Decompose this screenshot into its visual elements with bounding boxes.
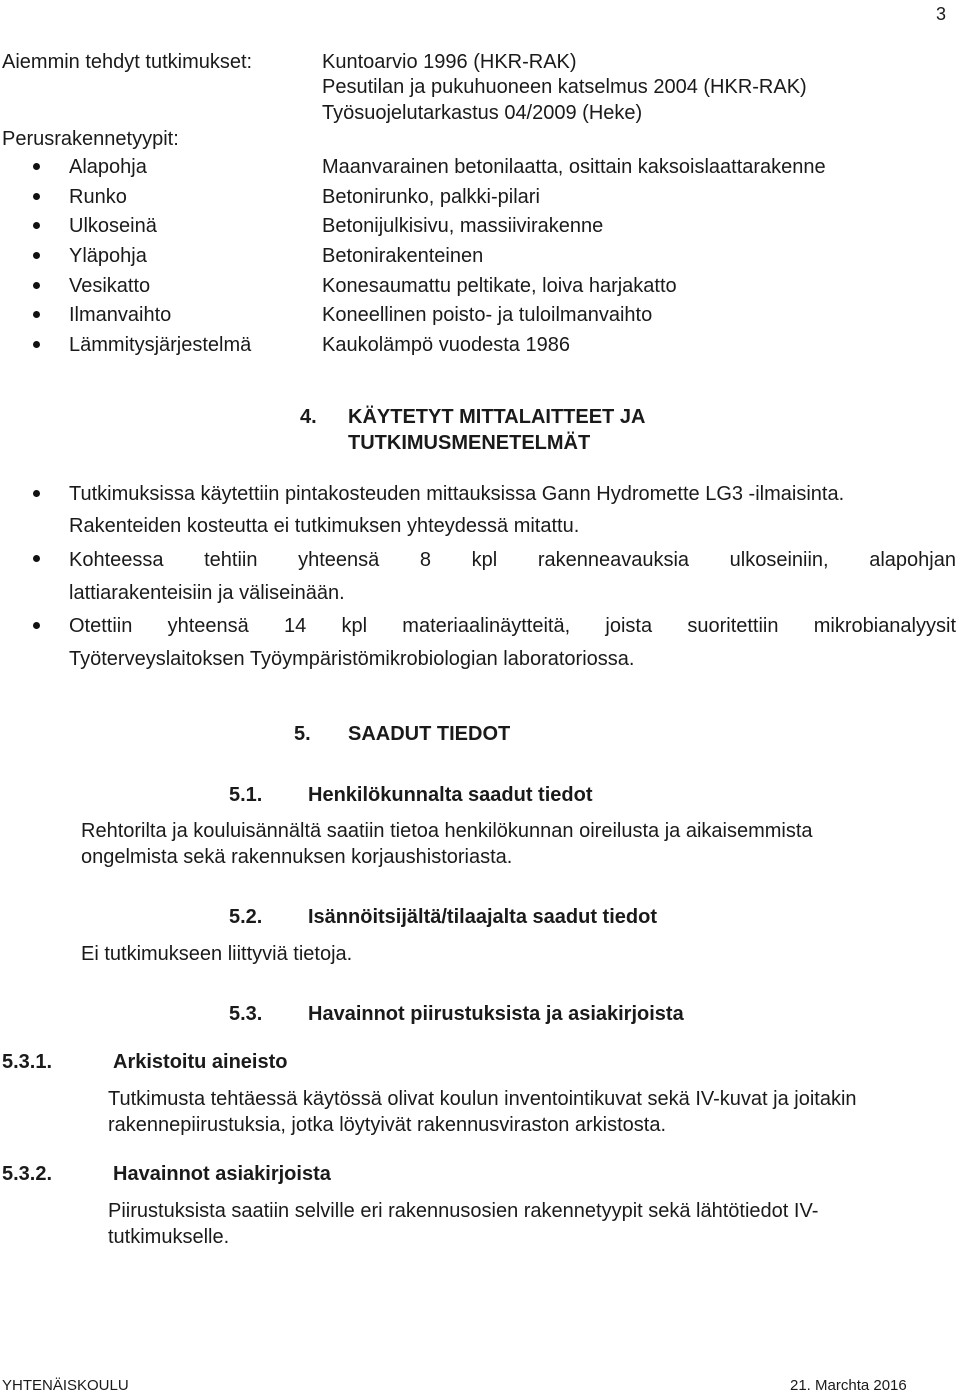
structure-key: Alapohja bbox=[69, 156, 147, 178]
footer-left: YHTENÄISKOULU bbox=[2, 1377, 129, 1394]
word: materiaalinäytteitä, bbox=[402, 615, 571, 637]
footer-right: 21. Marchta 2016 bbox=[790, 1377, 907, 1394]
section-5-number: 5. bbox=[294, 723, 311, 745]
structure-value: Betonijulkisivu, massiivirakenne bbox=[322, 215, 604, 237]
word: rakenneavauksia bbox=[537, 549, 690, 571]
page-number: 3 bbox=[936, 4, 947, 24]
bullet-icon bbox=[33, 163, 40, 170]
bullet-icon bbox=[33, 282, 40, 289]
section-5-3-2-text-cont: tutkimukselle. bbox=[108, 1226, 230, 1248]
bullet-icon bbox=[33, 622, 40, 629]
structure-label: Perusrakennetyypit: bbox=[2, 128, 179, 150]
word: tehtiin bbox=[204, 549, 258, 571]
word: alapohjan bbox=[869, 549, 956, 571]
bullet-icon bbox=[33, 555, 40, 562]
section-5-1-title: Henkilökunnalta saadut tiedot bbox=[308, 784, 593, 806]
structure-value: Betonirakenteinen bbox=[322, 245, 484, 267]
structure-key: Ulkoseinä bbox=[69, 215, 157, 237]
section-5-3-1-title: Arkistoitu aineisto bbox=[113, 1051, 288, 1073]
bullet-icon bbox=[33, 341, 40, 348]
section-5-3-title: Havainnot piirustuksista ja asiakirjoista bbox=[308, 1003, 684, 1025]
section-5-title: SAADUT TIEDOT bbox=[348, 723, 511, 745]
word: kpl bbox=[341, 615, 368, 637]
structure-key: Yläpohja bbox=[69, 245, 147, 267]
structure-key: Runko bbox=[69, 186, 127, 208]
word: kpl bbox=[471, 549, 498, 571]
study-item: Kuntoarvio 1996 (HKR-RAK) bbox=[322, 51, 577, 73]
section-5-2-text: Ei tutkimukseen liittyviä tietoja. bbox=[81, 943, 353, 965]
method-bullet-2 bbox=[69, 548, 956, 572]
structure-value: Betonirunko, palkki-pilari bbox=[322, 186, 540, 208]
structure-key: Lämmitysjärjestelmä bbox=[69, 334, 252, 356]
word: 14 bbox=[284, 615, 307, 637]
section-4-number: 4. bbox=[300, 406, 317, 428]
structure-key: Vesikatto bbox=[69, 275, 151, 297]
structure-value: Maanvarainen betonilaatta, osittain kaksoislaattarakenne bbox=[322, 156, 826, 178]
word: joista bbox=[605, 615, 653, 637]
method-bullet-3 bbox=[69, 614, 956, 638]
section-5-2-title: Isännöitsijältä/tilaajalta saadut tiedot bbox=[308, 906, 657, 928]
structure-value: Konesaumattu peltikate, loiva harjakatto bbox=[322, 275, 677, 297]
study-item: Pesutilan ja pukuhuoneen katselmus 2004 (HKR-RAK) bbox=[322, 76, 807, 98]
word: suoritettiin bbox=[687, 615, 779, 637]
section-5-3-2-title: Havainnot asiakirjoista bbox=[113, 1163, 331, 1185]
section-4-title: KÄYTETYT MITTALAITTEET JA bbox=[348, 406, 646, 428]
method-bullet-3-cont: Työterveyslaitoksen Työympäristömikrobiologian laboratoriossa. bbox=[69, 648, 635, 670]
studies-label: Aiemmin tehdyt tutkimukset: bbox=[2, 51, 253, 73]
section-5-3-1-text-cont: rakennepiirustuksia, jotka löytyivät rakennusviraston arkistosta. bbox=[108, 1114, 667, 1136]
word: Kohteessa bbox=[69, 549, 164, 571]
section-5-3-2-text: Piirustuksista saatiin selville eri rakennusosien rakennetyypit sekä lähtötiedot IV- bbox=[108, 1200, 819, 1222]
section-5-3-number: 5.3. bbox=[229, 1003, 263, 1025]
word: ulkoseiniin, bbox=[729, 549, 829, 571]
section-5-3-1-number: 5.3.1. bbox=[2, 1051, 53, 1073]
section-5-1-text-cont: ongelmista sekä rakennuksen korjaushistoriasta. bbox=[81, 846, 513, 868]
word: yhteensä bbox=[298, 549, 380, 571]
word: yhteensä bbox=[167, 615, 249, 637]
section-5-1-number: 5.1. bbox=[229, 784, 263, 806]
structure-value: Koneellinen poisto- ja tuloilmanvaihto bbox=[322, 304, 653, 326]
section-5-3-2-number: 5.3.2. bbox=[2, 1163, 53, 1185]
method-bullet-2-cont: lattiarakenteisiin ja väliseinään. bbox=[69, 582, 345, 604]
section-5-1-text: Rehtorilta ja kouluisännältä saatiin tietoa henkilökunnan oireilusta ja aikaisemmista bbox=[81, 820, 813, 842]
bullet-icon bbox=[33, 193, 40, 200]
study-item: Työsuojelutarkastus 04/2009 (Heke) bbox=[322, 102, 643, 124]
word: Otettiin bbox=[69, 615, 133, 637]
section-5-2-number: 5.2. bbox=[229, 906, 263, 928]
bullet-icon bbox=[33, 252, 40, 259]
method-bullet-1: Tutkimuksissa käytettiin pintakosteuden mittauksissa Gann Hydromette LG3 -ilmaisinta. bbox=[69, 483, 845, 505]
bullet-icon bbox=[33, 311, 40, 318]
bullet-icon bbox=[33, 222, 40, 229]
section-4-title-cont: TUTKIMUSMENETELMÄT bbox=[348, 432, 591, 454]
method-bullet-1-cont: Rakenteiden kosteutta ei tutkimuksen yhteydessä mitattu. bbox=[69, 515, 580, 537]
section-5-3-1-text: Tutkimusta tehtäessä käytössä olivat koulun inventointikuvat sekä IV-kuvat ja joitakin bbox=[108, 1088, 857, 1110]
structure-value: Kaukolämpö vuodesta 1986 bbox=[322, 334, 570, 356]
bullet-icon bbox=[33, 490, 40, 497]
structure-key: Ilmanvaihto bbox=[69, 304, 172, 326]
word: 8 bbox=[419, 549, 432, 571]
word: mikrobianalyysit bbox=[813, 615, 956, 637]
